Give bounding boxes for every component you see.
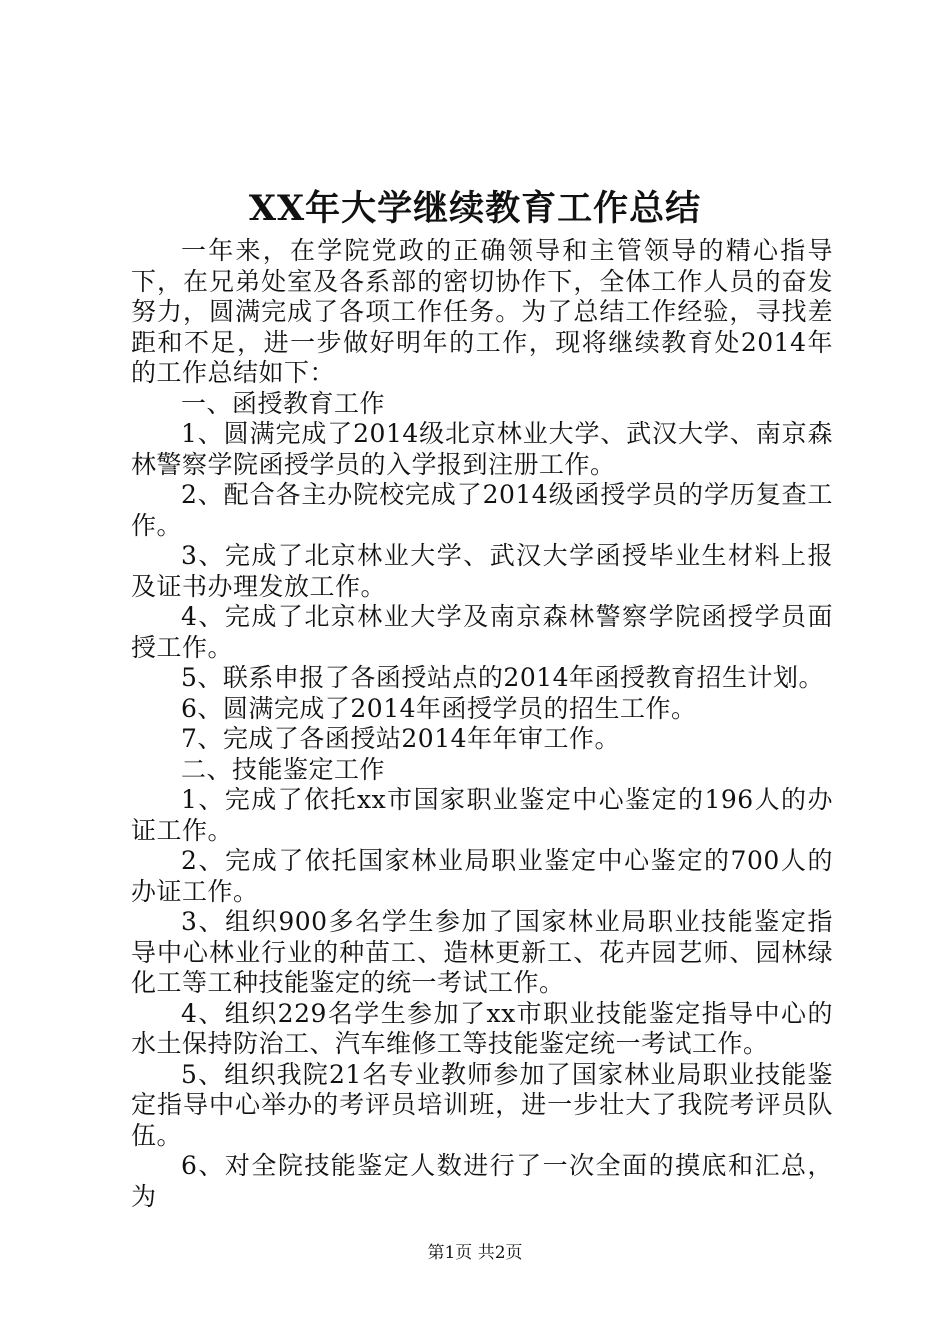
list-item: 1、圆满完成了2014级北京林业大学、武汉大学、南京森林警察学院函授学员的入学报到注册工作。 xyxy=(131,419,833,479)
intro-paragraph: 一年来，在学院党政的正确领导和主管领导的精心指导下，在兄弟处室及各系部的密切协作下，全体工作人员的奋发努力，圆满完成了各项工作任务。为了总结工作经验，寻找差距和不足，进一步做好明年的工作，现将继续教育处2014年的工作总结如下： xyxy=(131,236,833,387)
list-item: 1、完成了依托xx市国家职业鉴定中心鉴定的196人的办证工作。 xyxy=(131,785,833,845)
list-item: 5、组织我院21名专业教师参加了国家林业局职业技能鉴定指导中心举办的考评员培训班，进一步壮大了我院考评员队伍。 xyxy=(131,1059,833,1150)
list-item: 7、完成了各函授站2014年年审工作。 xyxy=(181,724,621,753)
document-title: XX年大学继续教育工作总结 xyxy=(248,188,702,229)
list-item: 2、完成了依托国家林业局职业鉴定中心鉴定的700人的办证工作。 xyxy=(131,846,833,906)
list-item: 6、圆满完成了2014年函授学员的招生工作。 xyxy=(181,693,697,723)
list-item: 3、完成了北京林业大学、武汉大学函授毕业生材料上报及证书办理发放工作。 xyxy=(131,541,833,601)
document-body xyxy=(131,236,833,1212)
list-item: 4、组织229名学生参加了xx市职业技能鉴定指导中心的水土保持防治工、汽车维修工等技能鉴定统一考试工作。 xyxy=(131,998,833,1058)
list-item: 5、联系申报了各函授站点的2014年函授教育招生计划。 xyxy=(181,663,825,692)
list-item: 4、完成了北京林业大学及南京森林警察学院函授学员面授工作。 xyxy=(131,602,833,662)
section-heading-skills: 二、技能鉴定工作 xyxy=(181,754,386,784)
list-item: 2、配合各主办院校完成了2014级函授学员的学历复查工作。 xyxy=(131,480,833,540)
section-heading-correspondence: 一、函授教育工作 xyxy=(181,388,386,418)
page-footer: 第1页 共2页 xyxy=(427,1243,523,1263)
list-item: 3、组织900多名学生参加了国家林业局职业技能鉴定指导中心林业行业的种苗工、造林更新工、花卉园艺师、园林绿化工等工种技能鉴定的统一考试工作。 xyxy=(131,907,833,997)
list-item: 6、对全院技能鉴定人数进行了一次全面的摸底和汇总，为 xyxy=(131,1151,833,1211)
